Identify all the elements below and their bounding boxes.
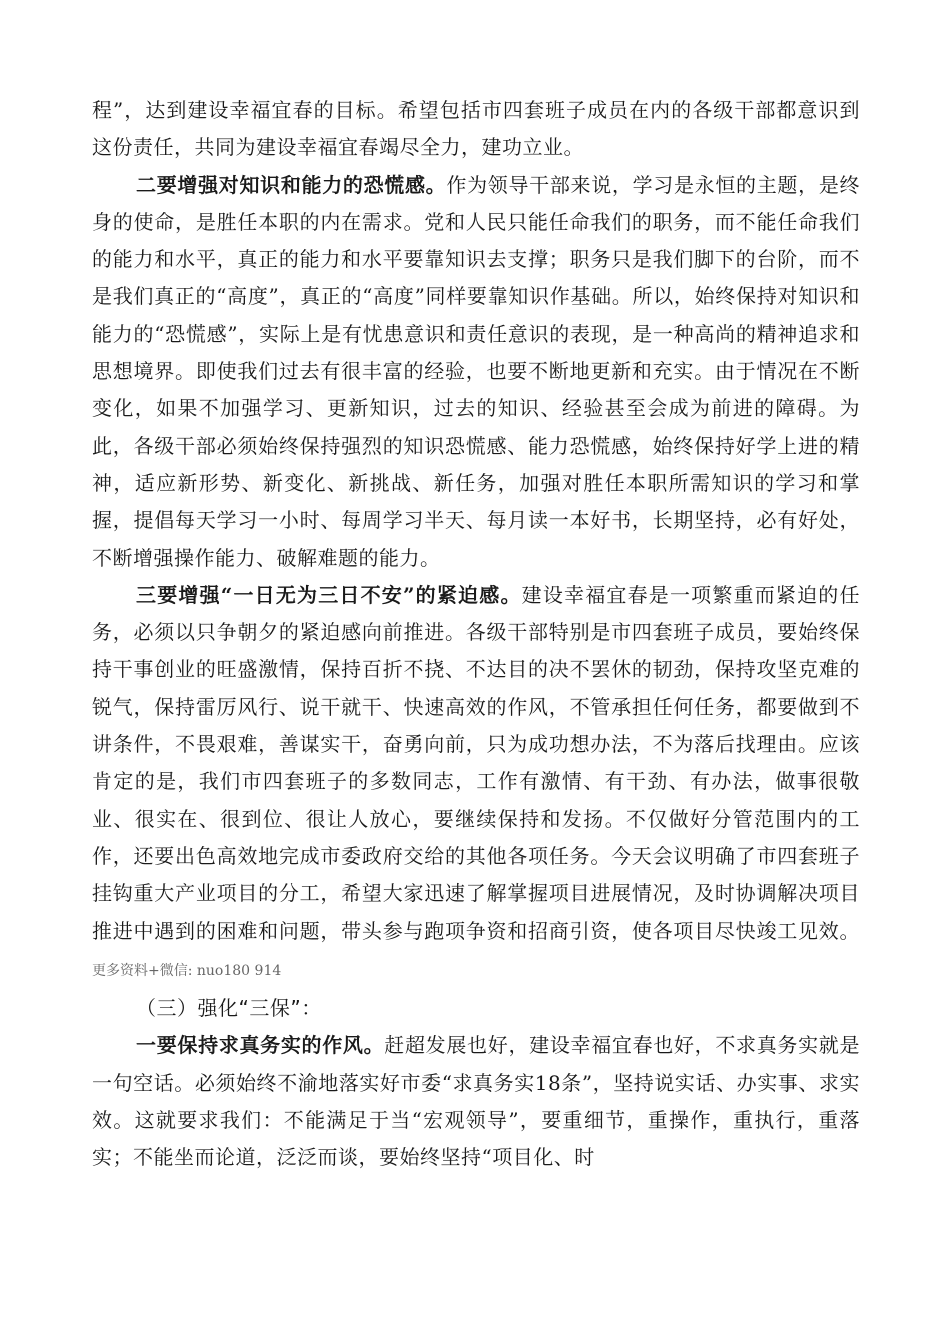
paragraph-urgency-heading: 三要增强“一日无为三日不安”的紧迫感。 (136, 582, 522, 607)
watermark-note: 更多资料+微信: nuo180 914 (92, 962, 282, 979)
paragraph-pragmatic-heading: 一要保持求真务实的作风。 (136, 1033, 385, 1058)
paragraph-knowledge-heading: 二要增强对知识和能力的恐慌感。 (136, 172, 447, 197)
paragraph-pragmatic-body: 赶超发展也好，建设幸福宜春也好，不求真务实就是一句空话。必须始终不渝地落实好市委“求真务实18条”，坚持说实话、办实事、求实效。这就要求我们：不能满足于当“宏观领导”，要重细节，重操作，重执行，重落实；不能坐而论道，泛泛而谈，要始终坚持“项目化、时 (92, 1033, 861, 1170)
paragraph-knowledge-body: 作为领导干部来说，学习是永恒的主题，是终身的使命，是胜任本职的内在需求。党和人民只能任命我们的职务，而不能任命我们的能力和水平，真正的能力和水平要靠知识去支撑；职务只是我们脚下的台阶，而不是我们真正的“高度”，真正的“高度”同样要靠知识作基础。所以，始终保持对知识和能力的“恐慌感”，实际上是有忧患意识和责任意识的表现，是一种高尚的精神追求和思想境界。即使我们过去有很丰富的经验，也要不断地更新和充实。由于情况在不断变化，如果不加强学习、更新知识，过去的知识、经验甚至会成为前进的障碍。为此，各级干部必须始终保持强烈的知识恐慌感、能力恐慌感，始终保持好学上进的精神，适应新形势、新变化、新挑战、新任务，加强对胜任本职所需知识的学习和掌握，提倡每天学习一小时、每周学习半天、每月读一本好书，长期坚持，必有好处，不断增强操作能力、破解难题的能力。 (92, 172, 861, 570)
document-page (92, 92, 860, 1177)
paragraph-0: 程”，达到建设幸福宜春的目标。希望包括市四套班子成员在内的各级干部都意识到这份责任，共同为建设幸福宜春竭尽全力，建功立业。 (92, 98, 860, 160)
paragraph-pragmatic (92, 1027, 860, 1176)
paragraph-knowledge (92, 167, 860, 577)
paragraph-urgency-body: 建设幸福宜春是一项繁重而紧迫的任务，必须以只争朝夕的紧迫感向前推进。各级干部特别是市四套班子成员，要始终保持干事创业的旺盛激情，保持百折不挠、不达目的决不罢休的韧劲，保持攻坚克难的锐气，保持雷厉风行、说干就干、快速高效的作风，不管承担任何任务，都要做到不讲条件，不畏艰难，善谋实干，奋勇向前，只为成功想办法，不为落后找理由。应该肯定的是，我们市四套班子的多数同志，工作有激情、有干劲、有办法，做事很敬业、很实在、很到位、很让人放心，要继续保持和发扬。不仅做好分管范围内的工作，还要出色高效地完成市委政府交给的其他各项任务。今天会议明确了市四套班子挂钩重大产业项目的分工，希望大家迅速了解掌握项目进展情况，及时协调解决项目推进中遇到的困难和问题，带头参与跑项争资和招商引资，使各项目尽快竣工见效。 (92, 582, 861, 943)
section-title: （三）强化“三保”： (136, 996, 322, 1021)
paragraph-urgency (92, 577, 860, 990)
